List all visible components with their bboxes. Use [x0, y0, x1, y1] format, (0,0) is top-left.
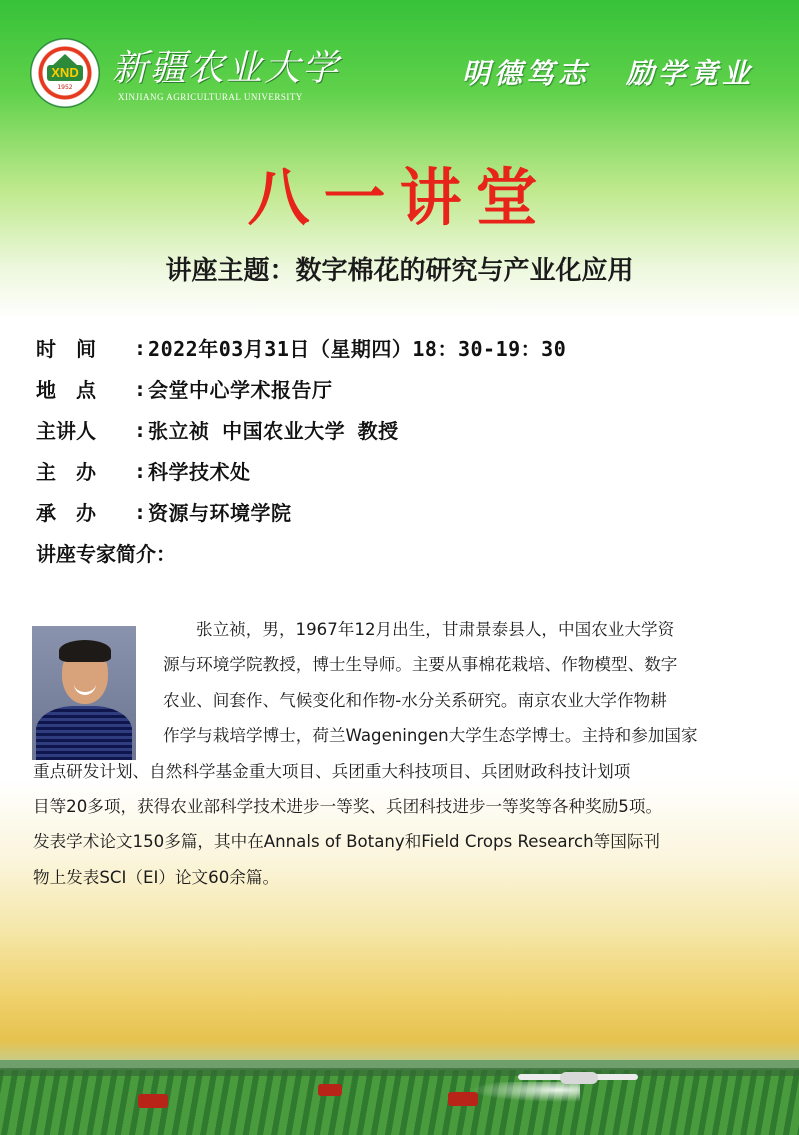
tractor-icon — [138, 1094, 168, 1108]
info-row-speaker — [36, 409, 566, 450]
bio-line: 发表学术论文150多篇，其中在Annals of Botany和Field Crops Research等国际刊 — [33, 832, 661, 852]
university-motto — [462, 52, 754, 92]
info-colon: : — [134, 335, 147, 360]
info-row-place — [36, 368, 566, 409]
motto-part-1: 明德笃志 — [462, 57, 591, 90]
info-label: 承 办 — [36, 501, 96, 525]
bio-line: 农业、间套作、气候变化和作物-水分关系研究。南京农业大学作物耕 — [163, 690, 667, 710]
info-row-organizer — [36, 491, 566, 532]
expert-intro-heading: 讲座专家简介： — [36, 542, 176, 566]
info-row-host — [36, 450, 566, 491]
tree-line — [0, 1068, 799, 1076]
info-colon: : — [134, 458, 147, 483]
bio-line: 重点研发计划、自然科学基金重大项目、兵团重大科技项目、兵团财政科技计划项 — [33, 761, 631, 781]
bio-line: 目等20多项，获得农业部科学技术进步一等奖、兵团科技进步一等奖等各种奖励5项。 — [33, 796, 663, 816]
speaker-bio — [33, 612, 799, 895]
info-colon: : — [134, 417, 147, 442]
lecture-topic: 讲座主题：数字棉花的研究与产业化应用 — [165, 256, 634, 286]
bio-line: 源与环境学院教授，博士生导师。主要从事棉花栽培、作物模型、数字 — [163, 655, 678, 675]
bio-line: 作学与栽培学博士，荷兰Wageningen大学生态学博士。主持和参加国家 — [163, 726, 698, 746]
spray-mist — [470, 1082, 580, 1102]
info-label: 地 点 — [36, 378, 96, 402]
logo-badge: XND — [47, 65, 83, 81]
info-label: 主讲人 — [36, 419, 96, 443]
logo-year: 1952 — [57, 84, 73, 91]
info-value: 张立祯 中国农业大学 教授 — [148, 419, 399, 443]
info-value: 2022年03月31日（星期四）18：30-19：30 — [148, 337, 567, 361]
university-name-cn: 新疆农业大学 — [112, 48, 341, 89]
info-value: 资源与环境学院 — [148, 501, 292, 525]
tractor-icon — [318, 1084, 342, 1096]
airplane-icon — [560, 1072, 598, 1084]
info-label: 时 间 — [36, 337, 96, 361]
info-colon: : — [134, 499, 147, 524]
info-value: 科学技术处 — [148, 460, 251, 484]
lecture-info-list — [36, 327, 566, 532]
info-row-time — [36, 327, 566, 368]
info-label: 主 办 — [36, 460, 96, 484]
bio-line: 物上发表SCI（EI）论文60余篇。 — [33, 867, 280, 887]
university-logo — [30, 38, 100, 108]
info-value: 会堂中心学术报告厅 — [148, 378, 333, 402]
info-colon: : — [134, 376, 147, 401]
university-name-en: XINJIANG AGRICULTURAL UNIVERSITY — [118, 92, 303, 102]
lecture-series-title: 八一讲堂 — [247, 161, 552, 234]
motto-part-2: 励学竟业 — [626, 57, 755, 90]
bio-line: 张立祯，男，1967年12月出生，甘肃景泰县人，中国农业大学资 — [196, 620, 675, 639]
